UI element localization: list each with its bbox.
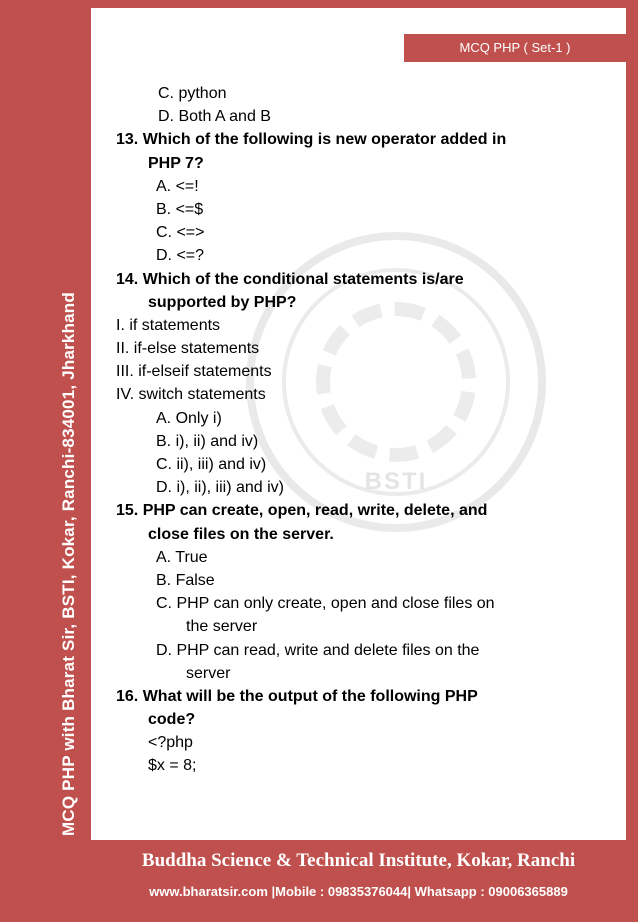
option-line: C. <=> — [156, 224, 205, 242]
question-line: 16. What will be the output of the following PHP — [116, 687, 478, 705]
option-line: C. ii), iii) and iv) — [156, 456, 267, 473]
question-line: PHP 7? — [148, 154, 204, 172]
option-line: B. False — [156, 571, 215, 589]
option-line: I. if statements — [116, 316, 221, 334]
option-line: <?php — [148, 734, 193, 752]
option-line: B. i), ii) and iv) — [156, 432, 259, 450]
footer-band — [91, 840, 626, 922]
question-line: 15. PHP can create, open, read, write, delete, and — [116, 502, 488, 520]
option-line: the server — [186, 618, 258, 636]
left-sidebar-band — [0, 0, 91, 922]
question-line: supported by PHP? — [148, 293, 297, 311]
option-line: A. Only i) — [156, 409, 222, 427]
option-line: D. Both A and B — [158, 108, 271, 126]
option-line: C. python — [158, 85, 227, 102]
institute-name: Buddha Science & Technical Institute, Kokar, Ranchi — [141, 850, 576, 871]
option-line: $x = 8; — [148, 757, 197, 775]
question-line: 13. Which of the following is new operator added in — [116, 131, 507, 149]
option-line: D. <=? — [156, 247, 205, 265]
sidebar-vertical-text: MCQ PHP with Bharat Sir, BSTI, Kokar, Ranchi-834001, Jharkhand — [59, 292, 78, 836]
question-line: close files on the server. — [148, 525, 334, 543]
question-line: code? — [148, 711, 196, 729]
option-line: A. True — [156, 548, 208, 566]
top-border — [91, 0, 638, 8]
option-line: D. i), ii), iii) and iv) — [156, 479, 285, 497]
question-line: 14. Which of the conditional statements is/are — [116, 270, 464, 288]
option-line: C. PHP can only create, open and close files on — [156, 595, 495, 613]
option-line: D. PHP can read, write and delete files on the — [156, 641, 480, 659]
option-line: server — [186, 664, 231, 682]
right-border — [626, 0, 638, 922]
set-label-badge: MCQ PHP ( Set-1 ) — [404, 34, 626, 62]
option-line: III. if-elseif statements — [116, 363, 272, 381]
option-line: IV. switch statements — [116, 386, 266, 404]
contact-line: www.bharatsir.com |Mobile : 09835376044| Whatsapp : 09006365889 — [149, 884, 568, 899]
seal-text: BSTI — [364, 468, 428, 495]
option-line: II. if-else statements — [116, 340, 260, 358]
question-content — [116, 82, 616, 778]
option-line: B. <=$ — [156, 200, 204, 218]
option-line: A. <=! — [156, 177, 199, 195]
